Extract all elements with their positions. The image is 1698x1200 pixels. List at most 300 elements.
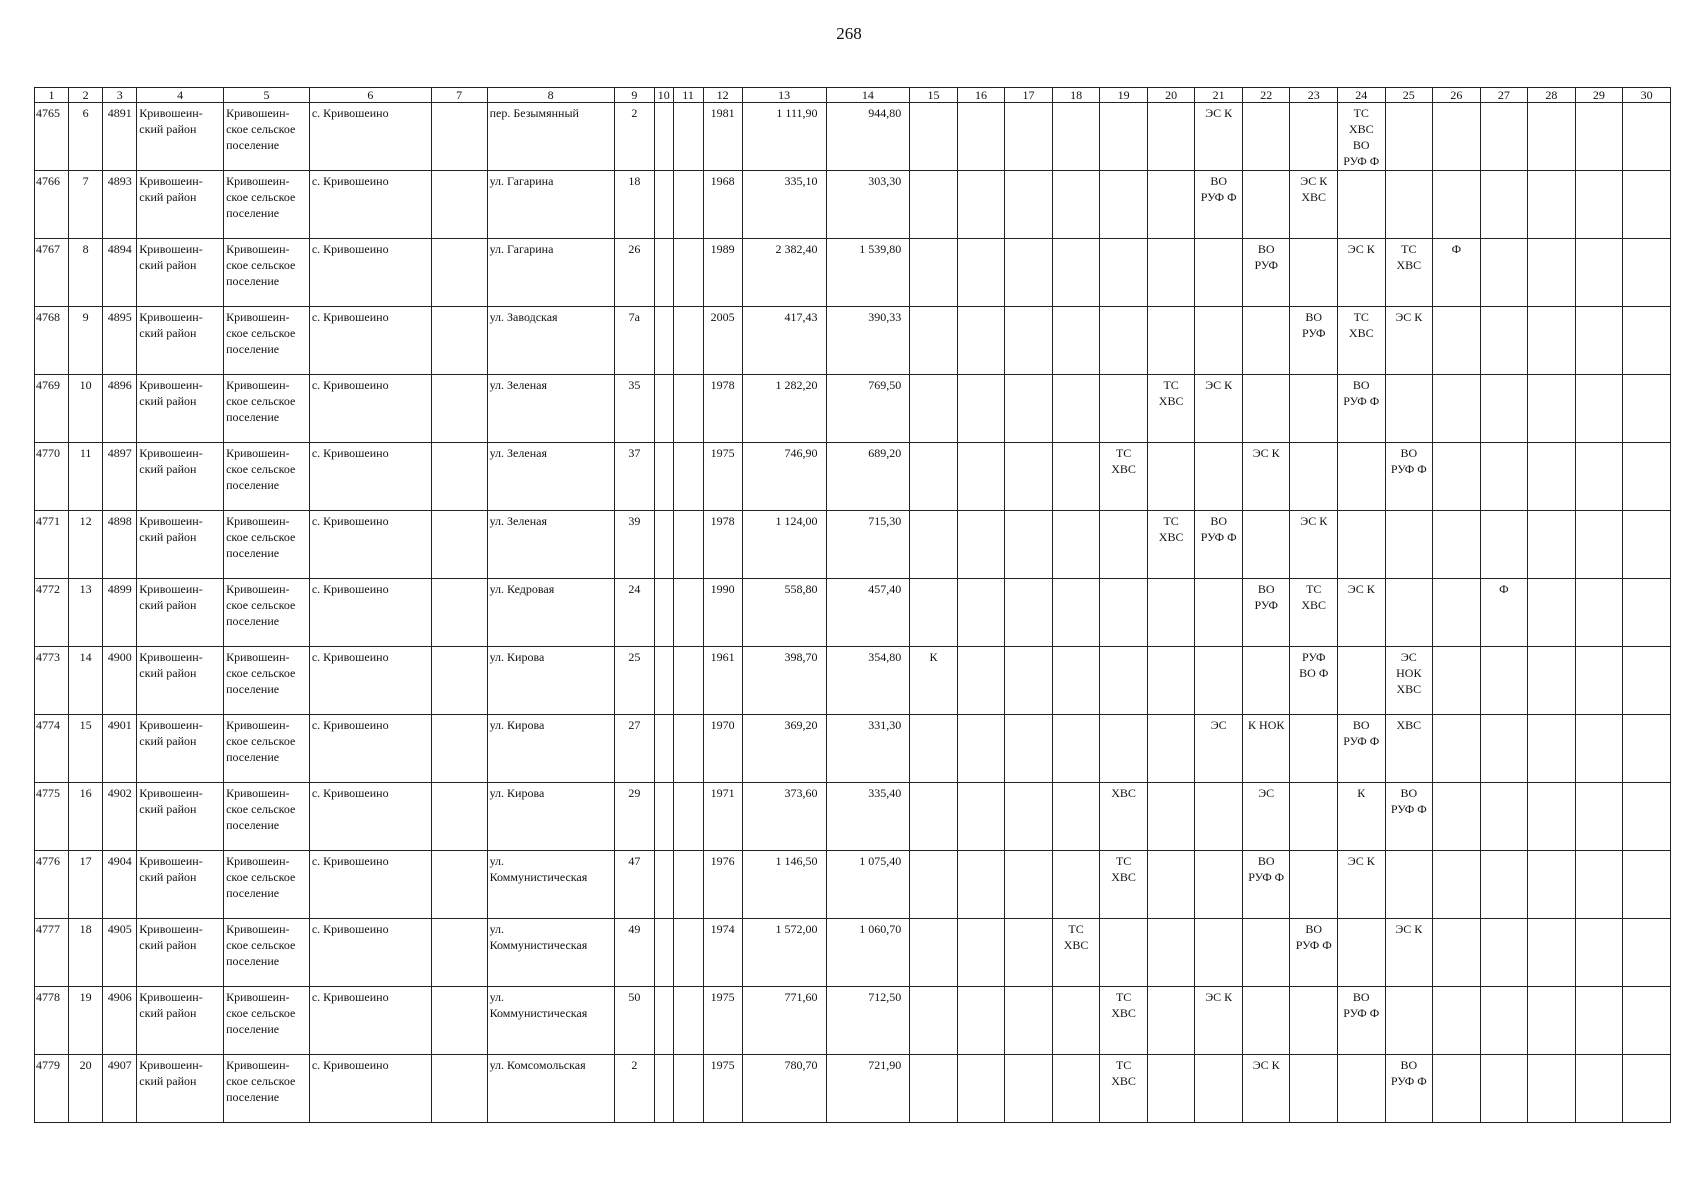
table-cell: 769,50 xyxy=(826,375,910,443)
table-row xyxy=(35,851,1671,919)
column-header: 26 xyxy=(1433,88,1481,103)
table-cell xyxy=(1528,579,1576,647)
table-cell xyxy=(1528,443,1576,511)
table-cell xyxy=(1242,103,1290,171)
table-cell: К НОК xyxy=(1242,715,1290,783)
table-cell: 1978 xyxy=(703,375,742,443)
table-cell: 4901 xyxy=(103,715,137,783)
table-cell xyxy=(1147,171,1195,239)
table-cell xyxy=(910,171,958,239)
table-cell xyxy=(654,647,673,715)
table-cell: Кривошеин- ский район xyxy=(137,579,224,647)
table-cell xyxy=(1480,239,1528,307)
table-cell xyxy=(1005,579,1053,647)
table-cell xyxy=(431,851,487,919)
table-cell xyxy=(910,987,958,1055)
table-cell xyxy=(910,851,958,919)
table-cell xyxy=(1575,1055,1623,1123)
table-cell: 19 xyxy=(69,987,103,1055)
table-cell: 780,70 xyxy=(742,1055,826,1123)
table-cell: Кривошеин- ское сельское поселение xyxy=(224,715,310,783)
table-cell xyxy=(957,103,1005,171)
table-cell: ЭС К xyxy=(1195,103,1243,171)
table-cell xyxy=(1100,103,1148,171)
table-cell xyxy=(1575,171,1623,239)
table-cell: К xyxy=(1338,783,1386,851)
table-cell xyxy=(1005,715,1053,783)
table-row xyxy=(35,103,1671,171)
table-cell xyxy=(673,307,703,375)
table-cell xyxy=(1100,579,1148,647)
table-cell: 369,20 xyxy=(742,715,826,783)
table-cell: 50 xyxy=(614,987,654,1055)
table-cell xyxy=(1242,919,1290,987)
column-header: 5 xyxy=(224,88,310,103)
table-cell: Кривошеин- ский район xyxy=(137,307,224,375)
table-cell xyxy=(1147,307,1195,375)
table-cell: с. Кривошеино xyxy=(309,171,431,239)
table-cell xyxy=(1480,647,1528,715)
column-header: 16 xyxy=(957,88,1005,103)
table-cell: 1 111,90 xyxy=(742,103,826,171)
table-cell: 746,90 xyxy=(742,443,826,511)
table-row xyxy=(35,171,1671,239)
column-header: 13 xyxy=(742,88,826,103)
table-cell xyxy=(673,171,703,239)
table-cell xyxy=(1575,851,1623,919)
table-cell: 10 xyxy=(69,375,103,443)
table-cell xyxy=(1005,647,1053,715)
table-cell xyxy=(1575,715,1623,783)
table-cell xyxy=(654,987,673,1055)
table-cell xyxy=(957,647,1005,715)
table-cell xyxy=(673,987,703,1055)
table-cell xyxy=(910,375,958,443)
table-cell xyxy=(1195,919,1243,987)
table-cell xyxy=(654,783,673,851)
table-row xyxy=(35,987,1671,1055)
table-cell xyxy=(1623,307,1671,375)
table-cell xyxy=(1623,103,1671,171)
table-cell: ул. Гагарина xyxy=(487,239,614,307)
table-cell xyxy=(1147,1055,1195,1123)
table-cell: Кривошеин- ское сельское поселение xyxy=(224,783,310,851)
table-cell: ЭС НОК ХВС xyxy=(1385,647,1433,715)
table-cell xyxy=(1623,783,1671,851)
table-cell xyxy=(957,919,1005,987)
table-cell: с. Кривошеино xyxy=(309,783,431,851)
table-cell: ул. Кедровая xyxy=(487,579,614,647)
table-cell: Кривошеин- ский район xyxy=(137,239,224,307)
table-cell: ЭС К xyxy=(1290,511,1338,579)
table-cell: ЭС К xyxy=(1385,919,1433,987)
table-cell: 4907 xyxy=(103,1055,137,1123)
table-row xyxy=(35,239,1671,307)
table-cell xyxy=(673,443,703,511)
table-cell: ВО РУФ xyxy=(1242,239,1290,307)
table-cell xyxy=(654,443,673,511)
table-cell xyxy=(1147,579,1195,647)
table-cell: Кривошеин- ский район xyxy=(137,783,224,851)
table-cell xyxy=(1005,783,1053,851)
table-cell xyxy=(1195,239,1243,307)
table-row xyxy=(35,375,1671,443)
table-cell xyxy=(910,579,958,647)
table-cell: 398,70 xyxy=(742,647,826,715)
table-cell xyxy=(1385,375,1433,443)
table-cell: 2005 xyxy=(703,307,742,375)
table-cell: 712,50 xyxy=(826,987,910,1055)
table-cell: 335,40 xyxy=(826,783,910,851)
table-cell: 9 xyxy=(69,307,103,375)
table-cell xyxy=(1338,1055,1386,1123)
table-cell: 1989 xyxy=(703,239,742,307)
table-cell xyxy=(1005,171,1053,239)
table-cell xyxy=(1575,987,1623,1055)
table-cell: 4898 xyxy=(103,511,137,579)
table-cell xyxy=(431,715,487,783)
table-cell xyxy=(1100,647,1148,715)
table-cell: Кривошеин- ский район xyxy=(137,375,224,443)
column-header: 14 xyxy=(826,88,910,103)
table-cell: 4770 xyxy=(35,443,69,511)
table-cell xyxy=(1433,307,1481,375)
table-cell xyxy=(1195,307,1243,375)
table-cell: 18 xyxy=(69,919,103,987)
table-cell xyxy=(1623,375,1671,443)
table-row xyxy=(35,307,1671,375)
column-header: 11 xyxy=(673,88,703,103)
table-cell: 27 xyxy=(614,715,654,783)
table-cell: 4779 xyxy=(35,1055,69,1123)
table-cell: 16 xyxy=(69,783,103,851)
table-cell: с. Кривошеино xyxy=(309,511,431,579)
table-cell xyxy=(1623,579,1671,647)
table-cell: 13 xyxy=(69,579,103,647)
table-cell: ВО РУФ Ф xyxy=(1195,511,1243,579)
table-cell: Ф xyxy=(1480,579,1528,647)
column-header: 8 xyxy=(487,88,614,103)
table-cell: 2 xyxy=(614,1055,654,1123)
table-cell: 11 xyxy=(69,443,103,511)
table-cell xyxy=(1528,511,1576,579)
table-cell xyxy=(1575,239,1623,307)
table-cell xyxy=(910,1055,958,1123)
table-cell xyxy=(673,511,703,579)
table-cell: Кривошеин- ский район xyxy=(137,443,224,511)
table-cell: 1975 xyxy=(703,443,742,511)
table-cell xyxy=(673,103,703,171)
register-table xyxy=(34,87,1671,1123)
column-header: 1 xyxy=(35,88,69,103)
table-cell: Кривошеин- ское сельское поселение xyxy=(224,647,310,715)
table-cell xyxy=(957,987,1005,1055)
table-cell: 1975 xyxy=(703,1055,742,1123)
table-cell: ВО РУФ Ф xyxy=(1385,443,1433,511)
table-cell xyxy=(1100,171,1148,239)
table-cell xyxy=(1052,443,1100,511)
table-cell: 4899 xyxy=(103,579,137,647)
table-cell xyxy=(1147,851,1195,919)
table-cell xyxy=(1005,1055,1053,1123)
table-cell xyxy=(1528,987,1576,1055)
column-header: 20 xyxy=(1147,88,1195,103)
table-cell xyxy=(957,375,1005,443)
table-cell xyxy=(1100,307,1148,375)
table-cell: 721,90 xyxy=(826,1055,910,1123)
table-cell xyxy=(1385,579,1433,647)
table-cell: Кривошеин- ское сельское поселение xyxy=(224,1055,310,1123)
table-cell xyxy=(957,239,1005,307)
table-cell xyxy=(431,511,487,579)
table-cell xyxy=(1338,919,1386,987)
table-cell xyxy=(1385,511,1433,579)
table-cell xyxy=(1480,715,1528,783)
table-cell xyxy=(957,171,1005,239)
table-cell xyxy=(1528,307,1576,375)
table-cell: ул. Кирова xyxy=(487,647,614,715)
table-cell: Кривошеин- ское сельское поселение xyxy=(224,103,310,171)
table-cell xyxy=(654,579,673,647)
table-cell: 4905 xyxy=(103,919,137,987)
table-cell: с. Кривошеино xyxy=(309,443,431,511)
column-header: 25 xyxy=(1385,88,1433,103)
table-cell: Кривошеин- ский район xyxy=(137,171,224,239)
table-cell: Кривошеин- ский район xyxy=(137,103,224,171)
table-cell: ТС ХВС xyxy=(1290,579,1338,647)
table-cell: 4775 xyxy=(35,783,69,851)
table-cell: ВО РУФ Ф xyxy=(1290,919,1338,987)
table-cell xyxy=(1052,103,1100,171)
table-cell: с. Кривошеино xyxy=(309,851,431,919)
table-cell xyxy=(1290,715,1338,783)
table-cell: 7 xyxy=(69,171,103,239)
table-cell: ВО РУФ Ф xyxy=(1338,715,1386,783)
table-cell xyxy=(910,103,958,171)
table-cell: 29 xyxy=(614,783,654,851)
table-cell: ЭС xyxy=(1242,783,1290,851)
column-header: 4 xyxy=(137,88,224,103)
table-cell: ул. Кирова xyxy=(487,783,614,851)
table-cell xyxy=(1528,171,1576,239)
table-cell xyxy=(1575,443,1623,511)
table-cell xyxy=(673,579,703,647)
table-cell xyxy=(1480,103,1528,171)
table-cell: 354,80 xyxy=(826,647,910,715)
column-header: 3 xyxy=(103,88,137,103)
table-cell xyxy=(1290,783,1338,851)
table-cell xyxy=(1100,511,1148,579)
table-cell: с. Кривошеино xyxy=(309,239,431,307)
table-cell xyxy=(1623,1055,1671,1123)
table-cell: Кривошеин- ский район xyxy=(137,647,224,715)
table-cell: 4768 xyxy=(35,307,69,375)
table-cell xyxy=(673,375,703,443)
table-cell xyxy=(1433,511,1481,579)
table-cell: Кривошеин- ское сельское поселение xyxy=(224,987,310,1055)
table-body xyxy=(35,103,1671,1123)
table-cell xyxy=(654,919,673,987)
table-cell: 26 xyxy=(614,239,654,307)
table-cell xyxy=(1147,647,1195,715)
table-cell: 331,30 xyxy=(826,715,910,783)
table-cell: Кривошеин- ское сельское поселение xyxy=(224,919,310,987)
table-cell: ВО РУФ xyxy=(1290,307,1338,375)
table-cell xyxy=(1100,239,1148,307)
table-cell xyxy=(1575,375,1623,443)
table-cell xyxy=(1433,103,1481,171)
table-cell: 4896 xyxy=(103,375,137,443)
column-header: 29 xyxy=(1575,88,1623,103)
table-cell: 1 539,80 xyxy=(826,239,910,307)
table-cell xyxy=(1433,1055,1481,1123)
table-cell: Кривошеин- ское сельское поселение xyxy=(224,511,310,579)
table-cell xyxy=(1528,1055,1576,1123)
column-header: 17 xyxy=(1005,88,1053,103)
table-cell xyxy=(654,307,673,375)
table-cell: 1974 xyxy=(703,919,742,987)
table-cell xyxy=(957,443,1005,511)
table-cell: ВО РУФ Ф xyxy=(1338,987,1386,1055)
table-cell xyxy=(1195,647,1243,715)
table-cell: ул. Зеленая xyxy=(487,443,614,511)
column-header: 21 xyxy=(1195,88,1243,103)
column-header: 6 xyxy=(309,88,431,103)
table-cell xyxy=(431,307,487,375)
table-cell xyxy=(1100,715,1148,783)
table-cell xyxy=(431,171,487,239)
table-cell: ул. Зеленая xyxy=(487,511,614,579)
table-cell: ВО РУФ Ф xyxy=(1242,851,1290,919)
column-header: 18 xyxy=(1052,88,1100,103)
table-cell: ТС ХВС xyxy=(1100,987,1148,1055)
table-cell: 14 xyxy=(69,647,103,715)
table-cell xyxy=(1480,443,1528,511)
table-cell xyxy=(1385,987,1433,1055)
table-cell xyxy=(1433,579,1481,647)
table-cell: ул. Зеленая xyxy=(487,375,614,443)
table-cell xyxy=(957,511,1005,579)
table-cell: 37 xyxy=(614,443,654,511)
table-cell xyxy=(1195,783,1243,851)
table-cell xyxy=(1290,239,1338,307)
table-row xyxy=(35,783,1671,851)
table-cell: 20 xyxy=(69,1055,103,1123)
table-cell: 4777 xyxy=(35,919,69,987)
table-cell xyxy=(1005,851,1053,919)
table-cell: К xyxy=(910,647,958,715)
table-cell: 4778 xyxy=(35,987,69,1055)
column-header: 7 xyxy=(431,88,487,103)
table-cell xyxy=(1052,851,1100,919)
table-row xyxy=(35,511,1671,579)
column-header: 2 xyxy=(69,88,103,103)
table-cell: Ф xyxy=(1433,239,1481,307)
table-cell: с. Кривошеино xyxy=(309,375,431,443)
table-cell xyxy=(431,103,487,171)
table-cell xyxy=(1290,851,1338,919)
table-cell: ТС ХВС xyxy=(1100,851,1148,919)
table-cell xyxy=(1528,375,1576,443)
table-cell: Кривошеин- ский район xyxy=(137,1055,224,1123)
table-cell: ул. Заводская xyxy=(487,307,614,375)
table-cell xyxy=(1623,919,1671,987)
table-cell: 2 382,40 xyxy=(742,239,826,307)
table-cell: ул. Коммунистическая xyxy=(487,851,614,919)
table-cell xyxy=(431,239,487,307)
table-cell xyxy=(1623,715,1671,783)
table-cell xyxy=(1147,987,1195,1055)
table-cell: 335,10 xyxy=(742,171,826,239)
table-cell: ВО РУФ Ф xyxy=(1338,375,1386,443)
table-cell: ВО РУФ Ф xyxy=(1195,171,1243,239)
table-cell xyxy=(957,307,1005,375)
table-cell: 2 xyxy=(614,103,654,171)
table-cell: ВО РУФ Ф xyxy=(1385,783,1433,851)
table-cell xyxy=(1480,171,1528,239)
table-cell xyxy=(654,715,673,783)
table-cell: 1968 xyxy=(703,171,742,239)
table-cell xyxy=(1623,443,1671,511)
table-cell xyxy=(1147,715,1195,783)
table-cell xyxy=(1147,919,1195,987)
table-cell: 35 xyxy=(614,375,654,443)
table-cell: ТС ХВС xyxy=(1100,443,1148,511)
table-cell: 417,43 xyxy=(742,307,826,375)
table-cell: ЭС К xyxy=(1242,443,1290,511)
table-cell xyxy=(1623,647,1671,715)
table-cell: с. Кривошеино xyxy=(309,647,431,715)
table-cell: 1978 xyxy=(703,511,742,579)
table-cell: 6 xyxy=(69,103,103,171)
table-cell xyxy=(1480,851,1528,919)
table-cell xyxy=(1433,851,1481,919)
table-cell xyxy=(1528,715,1576,783)
table-cell xyxy=(1147,443,1195,511)
table-cell: Кривошеин- ский район xyxy=(137,715,224,783)
table-cell: Кривошеин- ский район xyxy=(137,511,224,579)
table-cell xyxy=(910,443,958,511)
table-cell: Кривошеин- ское сельское поселение xyxy=(224,375,310,443)
table-row xyxy=(35,1055,1671,1123)
table-cell xyxy=(1480,375,1528,443)
page-number: 268 xyxy=(836,24,862,43)
table-cell xyxy=(1433,647,1481,715)
table-cell: 4766 xyxy=(35,171,69,239)
table-cell: 1976 xyxy=(703,851,742,919)
table-cell xyxy=(1052,783,1100,851)
table-cell: 24 xyxy=(614,579,654,647)
table-cell xyxy=(1528,919,1576,987)
table-cell xyxy=(1290,987,1338,1055)
table-cell xyxy=(1052,375,1100,443)
table-cell xyxy=(1433,987,1481,1055)
table-cell xyxy=(957,783,1005,851)
table-cell: 4891 xyxy=(103,103,137,171)
table-cell xyxy=(1195,579,1243,647)
table-cell xyxy=(1480,307,1528,375)
table-cell xyxy=(673,783,703,851)
table-cell: 4900 xyxy=(103,647,137,715)
table-cell xyxy=(910,783,958,851)
table-cell: ТС ХВС xyxy=(1338,307,1386,375)
table-cell: ул. Коммунистическая xyxy=(487,919,614,987)
column-header: 12 xyxy=(703,88,742,103)
table-cell: 8 xyxy=(69,239,103,307)
table-cell: 25 xyxy=(614,647,654,715)
table-cell: ТС ХВС ВО РУФ Ф xyxy=(1338,103,1386,171)
table-cell xyxy=(1480,1055,1528,1123)
